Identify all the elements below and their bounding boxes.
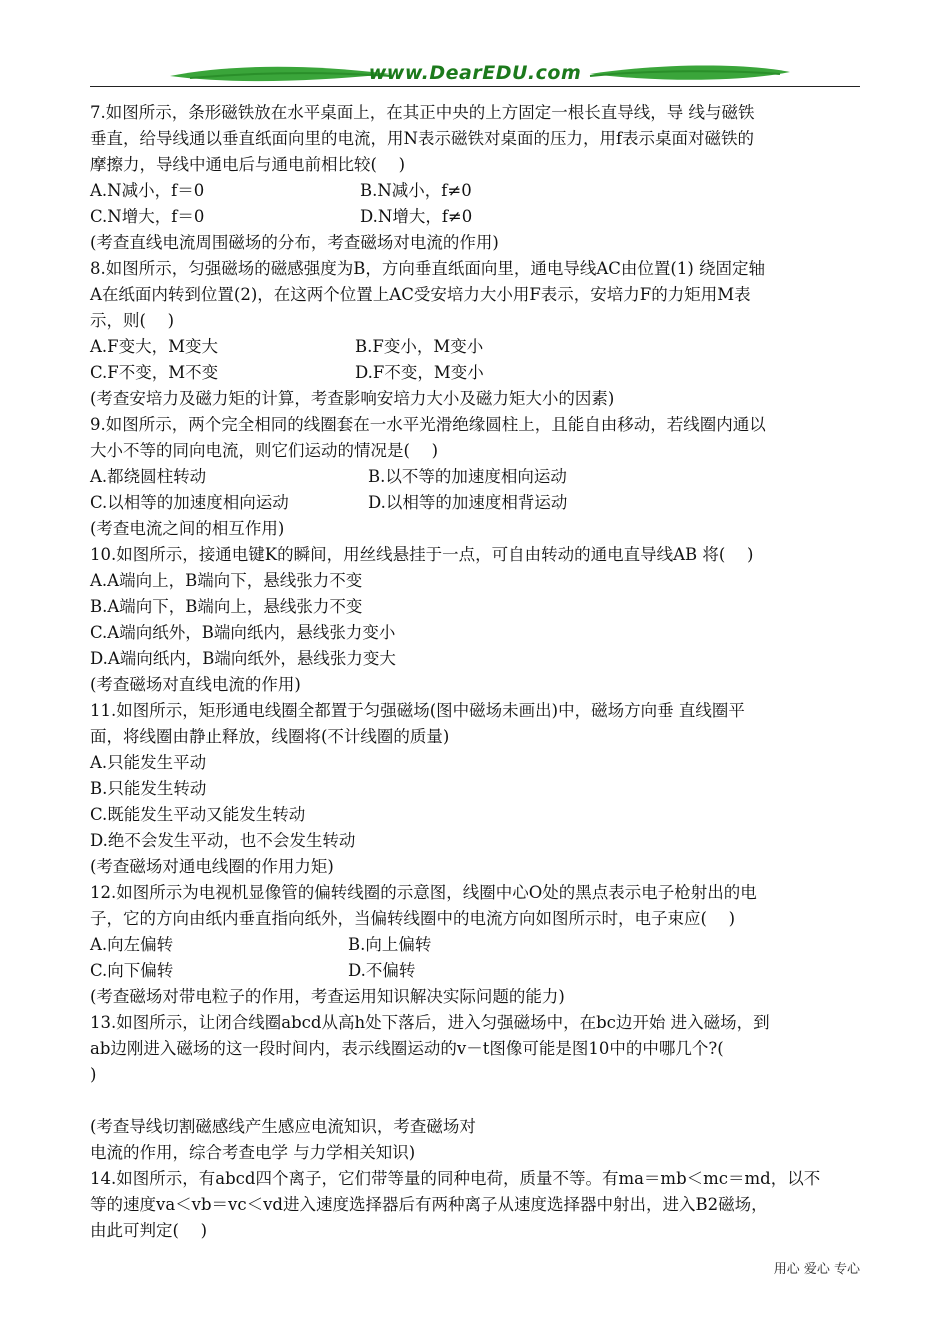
text-line: D.绝不会发生平动，也不会发生转动 — [90, 831, 356, 850]
text-line: (考查直线电流周围磁场的分布，考查磁场对电流的作用) — [90, 233, 499, 252]
option-text: B.向上偏转 — [348, 935, 432, 954]
option-text: D.以相等的加速度相背运动 — [368, 493, 568, 512]
option-text: C.向下偏转 — [90, 961, 174, 980]
option-text: A.向左偏转 — [90, 935, 174, 954]
option-text: B.F变小，M变小 — [355, 337, 484, 356]
text-line: C.既能发生平动又能发生转动 — [90, 805, 306, 824]
text-line: (考查磁场对带电粒子的作用，考查运用知识解决实际问题的能力) — [90, 987, 565, 1006]
text-line: (考查安培力及磁力矩的计算，考查影响安培力大小及磁力矩大小的因素) — [90, 389, 615, 408]
text-line: D.A端向纸内，B端向纸外，悬线张力变大 — [90, 649, 396, 668]
option-row — [90, 204, 865, 230]
option-text: C.以相等的加速度相向运动 — [90, 493, 289, 512]
text-line: B.A端向下，B端向上，悬线张力不变 — [90, 597, 363, 616]
text-line: ) — [90, 1065, 97, 1084]
text-line: 8.如图所示，匀强磁场的磁感强度为B，方向垂直纸面向里，通电导线AC由位置(1) 绕固定轴 — [90, 259, 766, 278]
site-brand[interactable]: www.DearEDU.com — [368, 62, 582, 84]
option-text: A.N减小，f＝0 — [90, 181, 205, 200]
text-line: (考查磁场对通电线圈的作用力矩) — [90, 857, 334, 876]
option-text: D.N增大，f≠0 — [360, 207, 473, 226]
option-text: B.以不等的加速度相向运动 — [368, 467, 567, 486]
text-line: 垂直，给导线通以垂直纸面向里的电流，用N表示磁铁对桌面的压力，用f表示桌面对磁铁的 — [90, 129, 755, 148]
text-line: (考查电流之间的相互作用) — [90, 519, 285, 538]
text-line: 由此可判定( ) — [90, 1221, 208, 1240]
text-line: 大小不等的同向电流，则它们运动的情况是( ) — [90, 441, 439, 460]
document-body — [90, 100, 865, 1244]
text-line: 电流的作用，综合考查电学 与力学相关知识) — [90, 1143, 416, 1162]
text-line: B.只能发生转动 — [90, 779, 207, 798]
text-line: A在纸面内转到位置(2)，在这两个位置上AC受安培力大小用F表示，安培力F的力矩用M表 — [90, 285, 751, 304]
header-divider — [90, 86, 860, 87]
text-line: 示，则( ) — [90, 311, 175, 330]
text-line: (考查磁场对直线电流的作用) — [90, 675, 301, 694]
option-text: D.不偏转 — [348, 961, 416, 980]
text-line: 9.如图所示，两个完全相同的线圈套在一水平光滑绝缘圆柱上，且能自由移动，若线圈内通以 — [90, 415, 766, 434]
option-text: B.N减小，f≠0 — [360, 181, 472, 200]
option-row — [90, 178, 865, 204]
text-line: ab边刚进入磁场的这一段时间内，表示线圈运动的v－t图像可能是图10中的中哪几个?( — [90, 1039, 724, 1058]
option-row — [90, 932, 865, 958]
option-text: D.F不变，M变小 — [355, 363, 484, 382]
text-line: A.只能发生平动 — [90, 753, 207, 772]
text-line: 10.如图所示，接通电键K的瞬间，用丝线悬挂于一点，可自由转动的通电直导线AB 将( ) — [90, 545, 754, 564]
option-row — [90, 464, 865, 490]
text-line: 11.如图所示，矩形通电线圈全都置于匀强磁场(图中磁场未画出)中，磁场方向垂 直线圈平 — [90, 701, 745, 720]
text-line: (考查导线切割磁感线产生感应电流知识，考查磁场对 — [90, 1117, 476, 1136]
text-line: 12.如图所示为电视机显像管的偏转线圈的示意图，线圈中心O处的黑点表示电子枪射出的电 — [90, 883, 757, 902]
text-line: 子，它的方向由纸内垂直指向纸外，当偏转线圈中的电流方向如图所示时，电子束应( ) — [90, 909, 736, 928]
option-row — [90, 360, 865, 386]
option-row — [90, 958, 865, 984]
option-row — [90, 490, 865, 516]
text-line: 等的速度va＜vb＝vc＜vd进入速度选择器后有两种离子从速度选择器中射出，进入B2磁场， — [90, 1195, 768, 1214]
text-line: A.A端向上，B端向下，悬线张力不变 — [90, 571, 363, 590]
option-text: A.都绕圆柱转动 — [90, 467, 207, 486]
text-line: 13.如图所示，让闭合线圈abcd从高h处下落后，进入匀强磁场中，在bc边开始 进入磁场，到 — [90, 1013, 770, 1032]
text-line: C.A端向纸外，B端向纸内，悬线张力变小 — [90, 623, 396, 642]
blank-line — [90, 1088, 865, 1114]
option-text: A.F变大，M变大 — [90, 337, 219, 356]
text-line: 面，将线圈由静止释放，线圈将(不计线圈的质量) — [90, 727, 450, 746]
option-text: C.F不变，M不变 — [90, 363, 219, 382]
text-line: 摩擦力，导线中通电后与通电前相比较( ) — [90, 155, 406, 174]
page-footer: 用心 爱心 专心 — [773, 1262, 860, 1277]
option-text: C.N增大，f＝0 — [90, 207, 205, 226]
text-line: 7.如图所示，条形磁铁放在水平桌面上，在其正中央的上方固定一根长直导线，导 线与磁铁 — [90, 103, 755, 122]
text-line: 14.如图所示，有abcd四个离子，它们带等量的同种电荷，质量不等。有ma＝mb＜mc＝md，以不 — [90, 1169, 821, 1188]
option-row — [90, 334, 865, 360]
